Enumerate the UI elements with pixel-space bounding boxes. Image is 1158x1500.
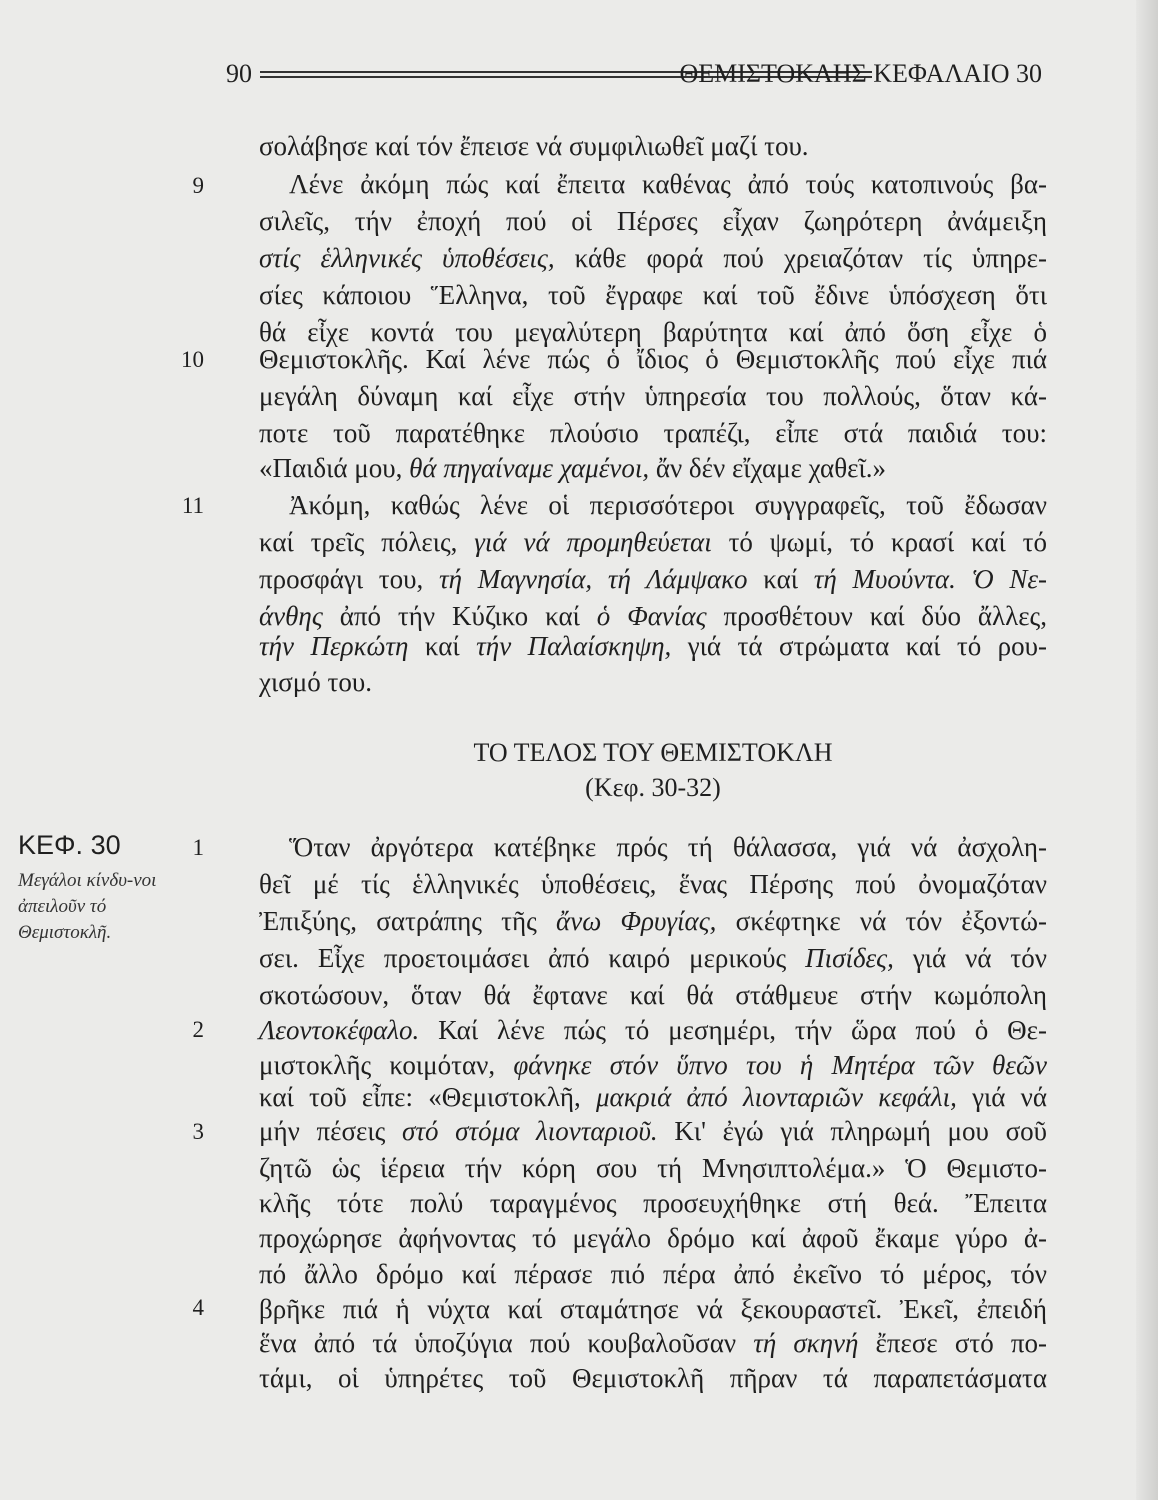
text-line: σίες κάποιου Ἕλληνα, τοῦ ἔγραφε καί τοῦ ἔδινε ὑπόσχεση ὅτι	[259, 280, 1047, 310]
page-number: 90	[226, 59, 252, 88]
text-line: ζητῶ ὡς ἱέρεια τήν κόρη σου τή Μνησιπτολέμα.» Ὁ Θεμιστο-	[259, 1153, 1047, 1183]
text-line: «Παιδιά μου, θά πηγαίναμε χαμένοι, ἄν δέν εἴχαμε χαθεῖ.»	[259, 453, 886, 483]
text-line: μήν πέσεις στό στόμα λιονταριοῦ. Κι' ἐγώ γιά πληρωμή μου σοῦ	[259, 1116, 1047, 1146]
text-line: μιστοκλῆς κοιμόταν, φάνηκε στόν ὕπνο του ἡ Μητέρα τῶν θεῶν	[259, 1050, 1047, 1080]
text-line: πό ἄλλο δρόμο καί πέρασε πιό πέρα ἀπό ἐκεῖνο τό μέρος, τόν	[259, 1259, 1047, 1289]
text-line: προσφάγι του, τή Μαγνησία, τή Λάμψακο καί τή Μυούντα. Ὁ Νε-	[259, 564, 1048, 594]
section-number: 1	[192, 835, 204, 860]
section-title: ΤΟ ΤΕΛΟΣ ΤΟΥ ΘΕΜΙΣΤΟΚΛΗ	[473, 738, 833, 767]
section-number: 11	[181, 493, 204, 518]
text-line: Λεοντοκέφαλο. Καί λένε πώς τό μεσημέρι, τήν ὥρα πού ὁ Θε-	[259, 1015, 1047, 1045]
text-line: θά εἶχε κοντά του μεγαλύτερη βαρύτητα καί ἀπό ὅση εἶχε ὁ	[259, 317, 1047, 347]
section-number: 3	[192, 1119, 204, 1144]
text-line: θεῖ μέ τίς ἑλληνικές ὑποθέσεις, ἕνας Πέρσης πού ὀνομαζόταν	[259, 869, 1047, 899]
running-title: ΘΕΜΙΣΤΟΚΛΗΣ ΚΕΦΑΛΑΙΟ 30	[679, 59, 1042, 88]
text-line: μεγάλη δύναμη καί εἶχε στήν ὑπηρεσία του πολλούς, ὅταν κά-	[259, 381, 1047, 411]
margin-note: Μεγάλοι κίνδυ-νοι ἀπειλοῦν τό Θεμιστοκλῆ.	[18, 870, 157, 943]
section-number: 10	[181, 347, 204, 372]
section-number: 2	[192, 1017, 204, 1042]
text-line: τάμι, οἱ ὑπηρέτες τοῦ Θεμιστοκλῆ πῆραν τά παραπετάσματα	[259, 1363, 1047, 1393]
text-line: σιλεῖς, τήν ἐποχή πού οἱ Πέρσες εἶχαν ζωηρότερη ἀνάμειξη	[259, 206, 1047, 236]
text-line: Ἀκόμη, καθώς λένε οἱ περισσότεροι συγγραφεῖς, τοῦ ἔδωσαν	[289, 490, 1047, 520]
text-line: βρῆκε πιά ἡ νύχτα καί σταμάτησε νά ξεκουραστεῖ. Ἐκεῖ, ἐπειδή	[259, 1294, 1047, 1324]
text-line: Ὅταν ἀργότερα κατέβηκε πρός τή θάλασσα, γιά νά ἀσχολη-	[289, 832, 1047, 862]
text-line: ἕνα ἀπό τά ὑποζύγια πού κουβαλοῦσαν τή σκηνή ἔπεσε στό πο-	[259, 1328, 1047, 1358]
text-line: στίς ἑλληνικές ὑποθέσεις, κάθε φορά πού χρειαζόταν τίς ὑπηρε-	[259, 243, 1047, 273]
text-line: σκοτώσουν, ὅταν θά ἔφτανε καί θά στάθμευε στήν κωμόπολη	[259, 980, 1047, 1010]
section-number: 4	[192, 1295, 204, 1320]
text-line: κλῆς τότε πολύ ταραγμένος προσευχήθηκε στή θεά. Ἔπειτα	[259, 1188, 1047, 1218]
text-line: άνθης ἀπό τήν Κύζικο καί ὁ Φανίας προσθέτουν καί δύο ἄλλες,	[259, 601, 1047, 631]
text-line: καί τοῦ εἶπε: «Θεμιστοκλῆ, μακριά ἀπό λιονταριῶν κεφάλι, γιά νά	[259, 1082, 1047, 1112]
page-header	[226, 56, 1042, 92]
margin-chapter-label: ΚΕΦ. 30	[18, 830, 121, 860]
text-line: Θεμιστοκλῆς. Καί λένε πώς ὁ ἴδιος ὁ Θεμιστοκλῆς πού εἶχε πιά	[259, 344, 1047, 374]
text-line: σολάβησε καί τόν ἔπεισε νά συμφιλιωθεῖ μαζί του.	[259, 131, 809, 161]
text-line: ποτε τοῦ παρατέθηκε πλούσιο τραπέζι, εἶπε στά παιδιά του:	[259, 418, 1047, 448]
text-line: καί τρεῖς πόλεις, γιά νά προμηθεύεται τό ψωμί, τό κρασί καί τό	[259, 527, 1047, 557]
text-line: προχώρησε ἀφήνοντας τό μεγάλο δρόμο καί ἀφοῦ ἔκαμε γύρο ἀ-	[259, 1223, 1047, 1253]
text-line: Λένε ἀκόμη πώς καί ἔπειτα καθένας ἀπό τούς κατοπινούς βα-	[289, 169, 1047, 199]
text-line: σει. Εἶχε προετοιμάσει ἀπό καιρό μερικούς Πισίδες, γιά νά τόν	[259, 943, 1047, 973]
text-line: χισμό του.	[259, 667, 372, 697]
text-line: Ἐπιξύης, σατράπης τῆς ἄνω Φρυγίας, σκέφτηκε νά τόν ἐξοντώ-	[259, 906, 1047, 936]
section-subtitle: (Κεφ. 30-32)	[585, 773, 721, 802]
text-line: τήν Περκώτη καί τήν Παλαίσκηψη, γιά τά στρώματα καί τό ρου-	[259, 631, 1048, 661]
section-number: 9	[192, 173, 204, 198]
page-edge-shadow	[1136, 0, 1158, 1500]
